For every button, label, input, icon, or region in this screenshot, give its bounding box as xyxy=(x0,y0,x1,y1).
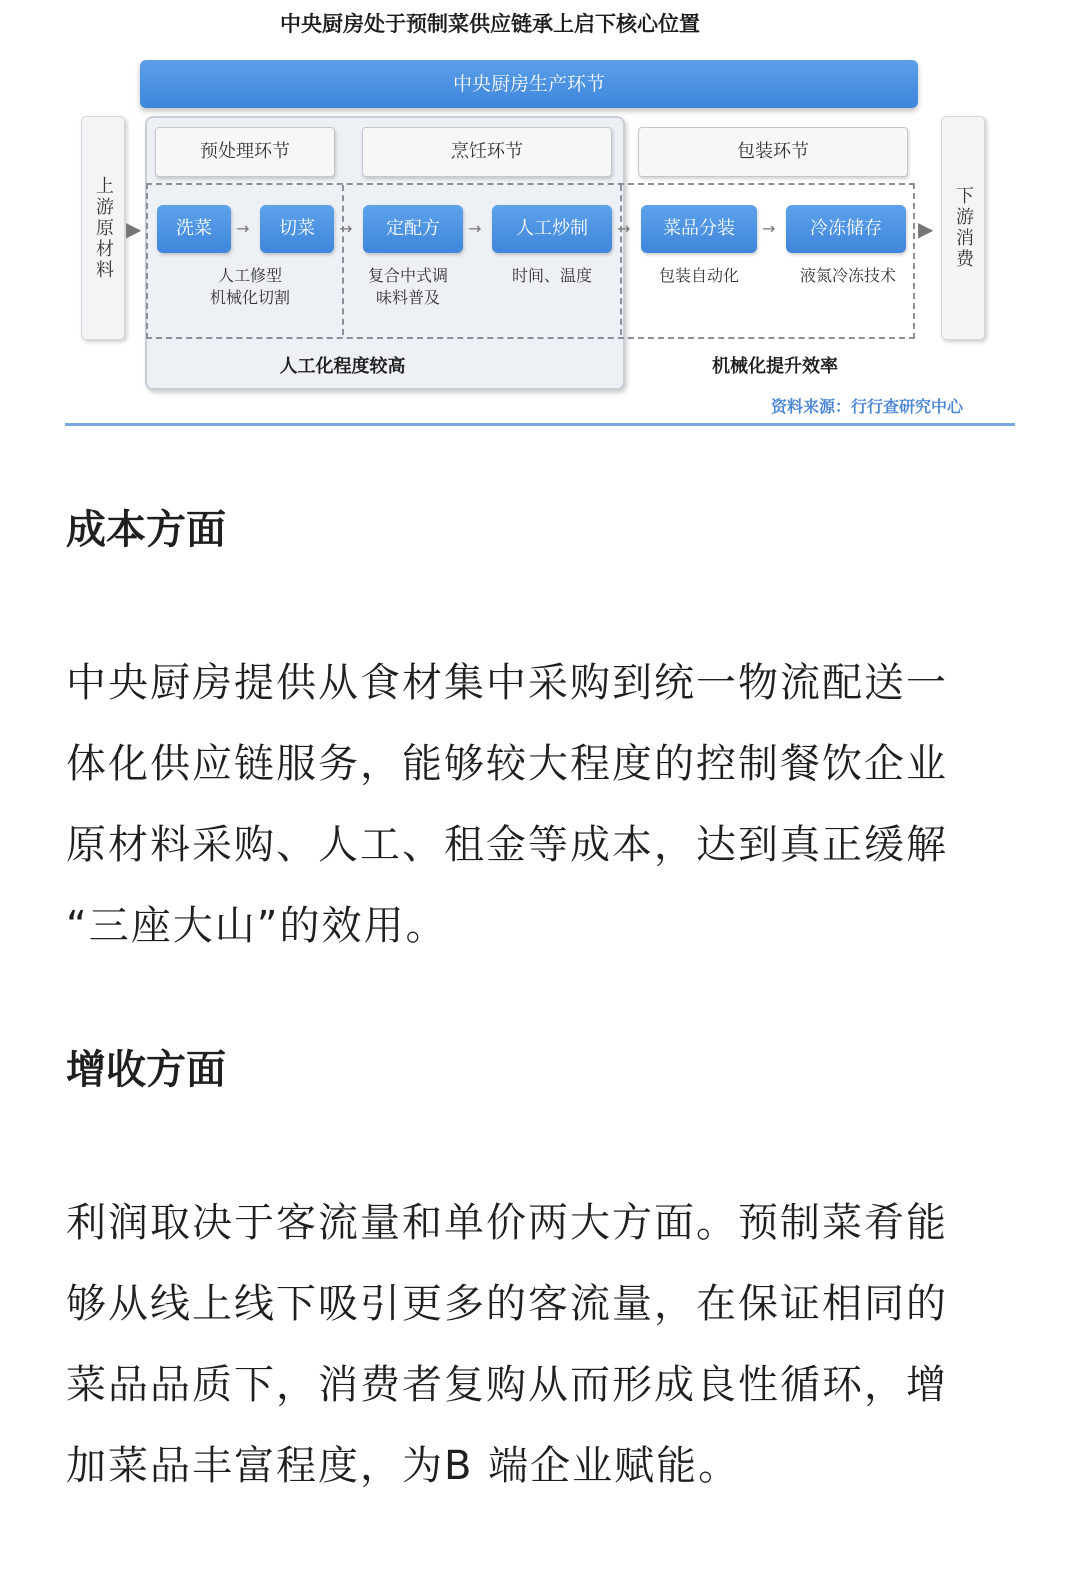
upstream-arrow-icon: ▶ xyxy=(126,217,142,241)
stage-packaging: 包装环节 xyxy=(638,127,908,177)
step-wash: 洗菜 xyxy=(157,205,231,253)
divider-1 xyxy=(342,185,344,335)
section-body-revenue xyxy=(66,1183,1016,1507)
downstream-arrow-icon: ▶ xyxy=(918,217,934,241)
stage-cooking: 烹饪环节 xyxy=(362,127,612,177)
note-line: 机械化切割 xyxy=(209,288,290,307)
body-line: 体化供应链服务，能够较大程度的控制餐饮企业 xyxy=(66,741,948,787)
note-line: 味料普及 xyxy=(375,288,440,307)
note-freeze: 液氮冷冻技术 xyxy=(799,266,896,285)
arrow-icon: → xyxy=(468,219,482,238)
step-portion: 菜品分装 xyxy=(641,205,757,253)
body-line: 利润取决于客流量和单价两大方面。预制菜肴能 xyxy=(66,1200,948,1246)
note-line: 人工修型 xyxy=(217,266,282,285)
note-recipe xyxy=(352,265,464,309)
section-body-cost xyxy=(66,643,1016,967)
arrow-icon: → xyxy=(617,219,631,238)
note-cook: 时间、温度 xyxy=(511,266,592,285)
step-cut: 切菜 xyxy=(260,205,334,253)
production-banner: 中央厨房生产环节 xyxy=(140,60,918,108)
arrow-icon: → xyxy=(339,219,353,238)
divider-rule xyxy=(65,423,1015,426)
divider-2 xyxy=(620,185,622,335)
body-line: 菜品品质下，消费者复购从而形成良性循环，增 xyxy=(66,1362,948,1408)
source-note: 资料来源：行行查研究中心 xyxy=(771,397,964,416)
body-line: 中央厨房提供从食材集中采购到统一物流配送一 xyxy=(66,660,948,706)
note-pack: 包装自动化 xyxy=(658,266,739,285)
downstream-label: 下游消费 xyxy=(953,186,974,270)
note-preprocess xyxy=(180,265,320,309)
body-line: “三座大山”的效用。 xyxy=(66,903,448,949)
stage-preprocess: 预处理环节 xyxy=(155,127,335,177)
upstream-box xyxy=(81,116,125,340)
label-mechanized: 机械化提升效率 xyxy=(712,356,838,377)
arrow-icon: → xyxy=(762,219,776,238)
label-manual: 人工化程度较高 xyxy=(279,356,406,377)
downstream-box xyxy=(941,116,985,340)
step-stirfry: 人工炒制 xyxy=(492,205,612,253)
section-heading-revenue: 增收方面 xyxy=(66,1047,226,1093)
note-line: 复合中式调 xyxy=(367,266,448,285)
body-line: 原材料采购、人工、租金等成本，达到真正缓解 xyxy=(66,822,948,868)
step-recipe: 定配方 xyxy=(363,205,463,253)
arrow-icon: → xyxy=(236,219,250,238)
section-heading-cost: 成本方面 xyxy=(66,507,226,553)
body-line: 够从线上线下吸引更多的客流量，在保证相同的 xyxy=(66,1281,948,1327)
diagram-title: 中央厨房处于预制菜供应链承上启下核心位置 xyxy=(280,12,700,36)
upstream-label: 上游原材料 xyxy=(93,175,114,281)
step-freeze: 冷冻储存 xyxy=(786,205,906,253)
body-line: 加菜品丰富程度，为B 端企业赋能。 xyxy=(66,1443,741,1489)
